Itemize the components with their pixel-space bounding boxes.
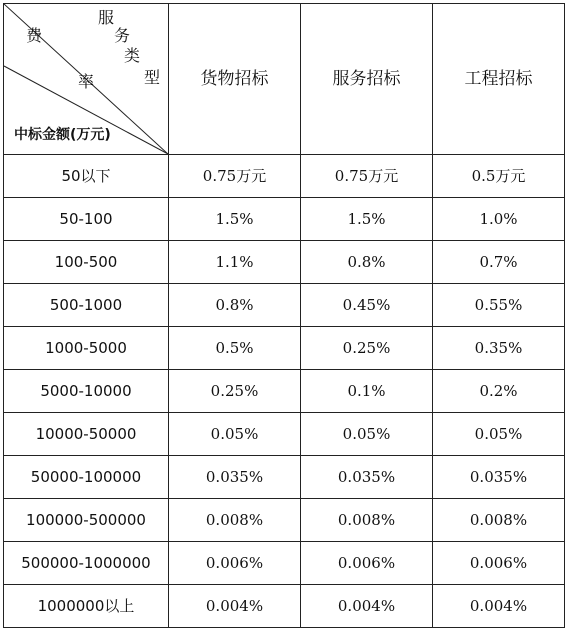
amount-range-cell: 50以下 bbox=[4, 155, 169, 198]
engineering-rate-cell: 1.0% bbox=[433, 198, 565, 241]
engineering-rate-cell: 0.004% bbox=[433, 585, 565, 628]
service-rate-cell: 0.05% bbox=[301, 413, 433, 456]
amount-range-cell: 100000-500000 bbox=[4, 499, 169, 542]
goods-rate-cell: 0.006% bbox=[169, 542, 301, 585]
table-row bbox=[4, 456, 565, 499]
corner-type-label-1: 类 bbox=[124, 46, 141, 65]
table-row bbox=[4, 585, 565, 628]
service-rate-cell: 0.8% bbox=[301, 241, 433, 284]
goods-rate-cell: 0.008% bbox=[169, 499, 301, 542]
table-row bbox=[4, 542, 565, 585]
engineering-rate-cell: 0.35% bbox=[433, 327, 565, 370]
engineering-rate-cell: 0.2% bbox=[433, 370, 565, 413]
column-header-goods: 货物招标 bbox=[169, 4, 301, 155]
service-rate-cell: 0.006% bbox=[301, 542, 433, 585]
engineering-rate-cell: 0.006% bbox=[433, 542, 565, 585]
amount-range-cell: 500000-1000000 bbox=[4, 542, 169, 585]
diagonal-corner-cell bbox=[4, 4, 169, 155]
fee-rate-table bbox=[3, 3, 565, 628]
service-rate-cell: 0.008% bbox=[301, 499, 433, 542]
service-rate-cell: 0.75万元 bbox=[301, 155, 433, 198]
engineering-rate-cell: 0.55% bbox=[433, 284, 565, 327]
goods-rate-cell: 0.004% bbox=[169, 585, 301, 628]
amount-range-cell: 50000-100000 bbox=[4, 456, 169, 499]
engineering-rate-cell: 0.5万元 bbox=[433, 155, 565, 198]
engineering-rate-cell: 0.7% bbox=[433, 241, 565, 284]
engineering-rate-cell: 0.008% bbox=[433, 499, 565, 542]
corner-service-label-1: 服 bbox=[98, 8, 115, 27]
goods-rate-cell: 1.5% bbox=[169, 198, 301, 241]
table-row bbox=[4, 413, 565, 456]
table-row bbox=[4, 327, 565, 370]
corner-type-label-2: 型 bbox=[144, 68, 161, 87]
service-rate-cell: 0.45% bbox=[301, 284, 433, 327]
amount-range-cell: 10000-50000 bbox=[4, 413, 169, 456]
table-row bbox=[4, 198, 565, 241]
column-header-service: 服务招标 bbox=[301, 4, 433, 155]
amount-range-cell: 1000000以上 bbox=[4, 585, 169, 628]
amount-range-cell: 5000-10000 bbox=[4, 370, 169, 413]
corner-rate-label: 率 bbox=[78, 72, 95, 91]
goods-rate-cell: 1.1% bbox=[169, 241, 301, 284]
engineering-rate-cell: 0.035% bbox=[433, 456, 565, 499]
goods-rate-cell: 0.8% bbox=[169, 284, 301, 327]
amount-range-cell: 1000-5000 bbox=[4, 327, 169, 370]
goods-rate-cell: 0.25% bbox=[169, 370, 301, 413]
corner-fee-label: 费 bbox=[26, 26, 43, 45]
table-row bbox=[4, 241, 565, 284]
goods-rate-cell: 0.75万元 bbox=[169, 155, 301, 198]
corner-service-label-2: 务 bbox=[114, 26, 131, 45]
goods-rate-cell: 0.5% bbox=[169, 327, 301, 370]
amount-range-cell: 500-1000 bbox=[4, 284, 169, 327]
table-row bbox=[4, 499, 565, 542]
table-row bbox=[4, 155, 565, 198]
column-header-engineering: 工程招标 bbox=[433, 4, 565, 155]
table-row bbox=[4, 284, 565, 327]
service-rate-cell: 0.004% bbox=[301, 585, 433, 628]
goods-rate-cell: 0.05% bbox=[169, 413, 301, 456]
service-rate-cell: 0.1% bbox=[301, 370, 433, 413]
service-rate-cell: 1.5% bbox=[301, 198, 433, 241]
service-rate-cell: 0.25% bbox=[301, 327, 433, 370]
goods-rate-cell: 0.035% bbox=[169, 456, 301, 499]
engineering-rate-cell: 0.05% bbox=[433, 413, 565, 456]
amount-range-cell: 50-100 bbox=[4, 198, 169, 241]
table-header-row bbox=[4, 4, 565, 155]
corner-amount-label: 中标金额(万元) bbox=[14, 127, 111, 143]
table-row bbox=[4, 370, 565, 413]
amount-range-cell: 100-500 bbox=[4, 241, 169, 284]
service-rate-cell: 0.035% bbox=[301, 456, 433, 499]
